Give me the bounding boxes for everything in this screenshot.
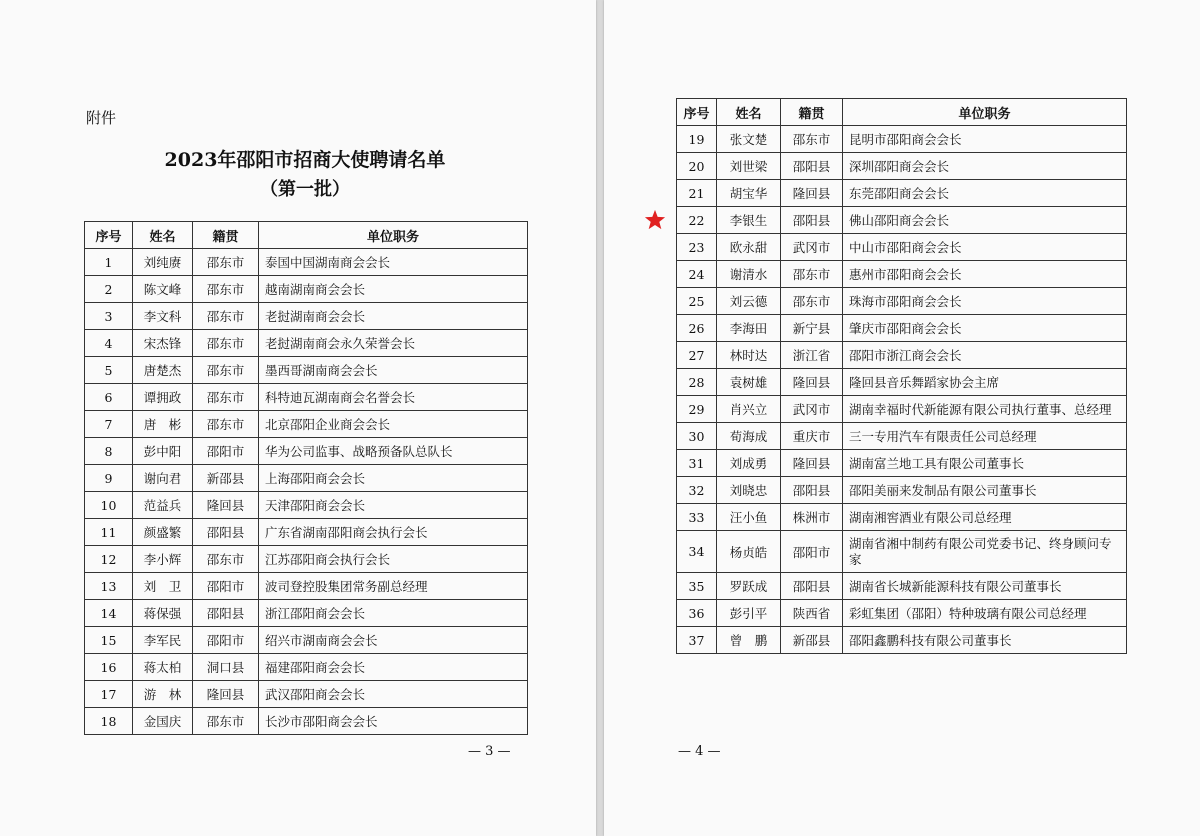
table-row: [85, 330, 528, 357]
person-name: 欧永甜: [717, 234, 781, 261]
position: 佛山邵阳商会会长: [843, 207, 1127, 234]
row-number: 15: [85, 627, 133, 654]
table-row: [85, 438, 528, 465]
table-header-row: [85, 222, 528, 249]
row-number: 36: [677, 600, 717, 627]
table-row: [677, 423, 1127, 450]
person-name: 彭中阳: [133, 438, 193, 465]
native-place: 邵东市: [193, 276, 259, 303]
page-number: — 3 —: [468, 744, 511, 759]
person-name: 李军民: [133, 627, 193, 654]
native-place: 陕西省: [781, 600, 843, 627]
native-place: 隆回县: [781, 369, 843, 396]
table-row: [677, 477, 1127, 504]
position: 湖南省湘中制药有限公司党委书记、终身顾问专家: [843, 531, 1127, 573]
table-row: [85, 303, 528, 330]
person-name: 陈文峰: [133, 276, 193, 303]
position: 湖南幸福时代新能源有限公司执行董事、总经理: [843, 396, 1127, 423]
document-subtitle: （第一批）: [260, 179, 350, 200]
native-place: 邵阳市: [193, 573, 259, 600]
position: 绍兴市湖南商会会长: [259, 627, 528, 654]
roster-table-right: [676, 98, 1127, 654]
row-number: 6: [85, 384, 133, 411]
person-name: 杨贞皓: [717, 531, 781, 573]
col-header-no: 序号: [85, 222, 133, 249]
person-name: 汪小鱼: [717, 504, 781, 531]
col-header-origin: 籍贯: [781, 99, 843, 126]
person-name: 唐楚杰: [133, 357, 193, 384]
row-number: 21: [677, 180, 717, 207]
position: 邵阳鑫鹏科技有限公司董事长: [843, 627, 1127, 654]
person-name: 罗跃成: [717, 573, 781, 600]
row-number: 19: [677, 126, 717, 153]
table-row: [677, 153, 1127, 180]
person-name: 胡宝华: [717, 180, 781, 207]
person-name: 曾 鹏: [717, 627, 781, 654]
col-header-position: 单位职务: [843, 99, 1127, 126]
native-place: 新邵县: [193, 465, 259, 492]
person-name: 李海田: [717, 315, 781, 342]
person-name: 林时达: [717, 342, 781, 369]
position: 湖南富兰地工具有限公司董事长: [843, 450, 1127, 477]
table-row: [677, 315, 1127, 342]
position: 湖南省长城新能源科技有限公司董事长: [843, 573, 1127, 600]
table-row: [677, 627, 1127, 654]
row-number: 27: [677, 342, 717, 369]
native-place: 隆回县: [193, 492, 259, 519]
position: 珠海市邵阳商会会长: [843, 288, 1127, 315]
col-header-no: 序号: [677, 99, 717, 126]
position: 隆回县音乐舞蹈家协会主席: [843, 369, 1127, 396]
native-place: 邵东市: [193, 708, 259, 735]
position: 越南湖南商会会长: [259, 276, 528, 303]
native-place: 浙江省: [781, 342, 843, 369]
native-place: 武冈市: [781, 234, 843, 261]
position: 中山市邵阳商会会长: [843, 234, 1127, 261]
position: 泰国中国湖南商会会长: [259, 249, 528, 276]
table-row: [677, 573, 1127, 600]
roster-body-right: [677, 126, 1127, 654]
row-number: 10: [85, 492, 133, 519]
person-name: 李银生: [717, 207, 781, 234]
row-number: 11: [85, 519, 133, 546]
row-number: 22: [677, 207, 717, 234]
row-number: 33: [677, 504, 717, 531]
row-number: 13: [85, 573, 133, 600]
native-place: 新宁县: [781, 315, 843, 342]
table-row: [85, 600, 528, 627]
left-page: [0, 0, 596, 836]
row-number: 5: [85, 357, 133, 384]
row-number: 28: [677, 369, 717, 396]
table-row: [85, 492, 528, 519]
table-row: [677, 261, 1127, 288]
roster-body-left: [85, 249, 528, 735]
row-number: 8: [85, 438, 133, 465]
position: 福建邵阳商会会长: [259, 654, 528, 681]
native-place: 邵阳县: [193, 519, 259, 546]
table-row: [85, 654, 528, 681]
native-place: 邵阳县: [781, 477, 843, 504]
row-number: 7: [85, 411, 133, 438]
table-row: [677, 234, 1127, 261]
person-name: 李小辉: [133, 546, 193, 573]
row-number: 34: [677, 531, 717, 573]
document-title: 2023年邵阳市招商大使聘请名单: [164, 149, 446, 171]
position: 老挝湖南商会会长: [259, 303, 528, 330]
person-name: 金国庆: [133, 708, 193, 735]
native-place: 邵东市: [193, 546, 259, 573]
page-number: — 4 —: [678, 744, 721, 759]
native-place: 邵东市: [193, 357, 259, 384]
native-place: 邵东市: [193, 249, 259, 276]
position: 昆明市邵阳商会会长: [843, 126, 1127, 153]
row-number: 20: [677, 153, 717, 180]
table-row: [85, 276, 528, 303]
person-name: 游 林: [133, 681, 193, 708]
row-number: 23: [677, 234, 717, 261]
native-place: 隆回县: [781, 180, 843, 207]
table-row: [677, 126, 1127, 153]
native-place: 邵东市: [781, 126, 843, 153]
person-name: 刘 卫: [133, 573, 193, 600]
table-row: [677, 342, 1127, 369]
native-place: 洞口县: [193, 654, 259, 681]
table-header-row: [677, 99, 1127, 126]
native-place: 邵阳县: [781, 573, 843, 600]
person-name: 刘纯赓: [133, 249, 193, 276]
row-number: 1: [85, 249, 133, 276]
person-name: 唐 彬: [133, 411, 193, 438]
row-number: 4: [85, 330, 133, 357]
table-row: [677, 207, 1127, 234]
position: 墨西哥湖南商会会长: [259, 357, 528, 384]
position: 武汉邵阳商会会长: [259, 681, 528, 708]
table-row: [677, 369, 1127, 396]
position: 广东省湖南邵阳商会执行会长: [259, 519, 528, 546]
table-row: [85, 708, 528, 735]
person-name: 张文楚: [717, 126, 781, 153]
row-number: 32: [677, 477, 717, 504]
position: 惠州市邵阳商会会长: [843, 261, 1127, 288]
row-number: 37: [677, 627, 717, 654]
person-name: 范益兵: [133, 492, 193, 519]
row-number: 31: [677, 450, 717, 477]
table-row: [677, 504, 1127, 531]
position: 老挝湖南商会永久荣誉会长: [259, 330, 528, 357]
table-row: [677, 180, 1127, 207]
position: 上海邵阳商会会长: [259, 465, 528, 492]
native-place: 邵阳县: [781, 207, 843, 234]
row-number: 26: [677, 315, 717, 342]
col-header-name: 姓名: [133, 222, 193, 249]
native-place: 邵东市: [193, 384, 259, 411]
position: 东莞邵阳商会会长: [843, 180, 1127, 207]
person-name: 肖兴立: [717, 396, 781, 423]
table-row: [85, 465, 528, 492]
attachment-label: 附件: [86, 109, 117, 127]
star-icon: [644, 209, 666, 231]
col-header-name: 姓名: [717, 99, 781, 126]
table-row: [677, 288, 1127, 315]
position: 科特迪瓦湖南商会名誉会长: [259, 384, 528, 411]
person-name: 荀海成: [717, 423, 781, 450]
native-place: 隆回县: [781, 450, 843, 477]
table-row: [677, 531, 1127, 573]
row-number: 16: [85, 654, 133, 681]
position: 长沙市邵阳商会会长: [259, 708, 528, 735]
native-place: 邵东市: [193, 411, 259, 438]
native-place: 株洲市: [781, 504, 843, 531]
position: 江苏邵阳商会执行会长: [259, 546, 528, 573]
row-number: 25: [677, 288, 717, 315]
position: 波司登控股集团常务副总经理: [259, 573, 528, 600]
table-row: [677, 600, 1127, 627]
position: 邵阳市浙江商会会长: [843, 342, 1127, 369]
table-row: [677, 396, 1127, 423]
row-number: 9: [85, 465, 133, 492]
native-place: 邵东市: [781, 288, 843, 315]
row-number: 12: [85, 546, 133, 573]
table-row: [85, 384, 528, 411]
position: 邵阳美丽来发制品有限公司董事长: [843, 477, 1127, 504]
table-row: [677, 450, 1127, 477]
row-number: 30: [677, 423, 717, 450]
position: 肇庆市邵阳商会会长: [843, 315, 1127, 342]
person-name: 刘成勇: [717, 450, 781, 477]
position: 华为公司监事、战略预备队总队长: [259, 438, 528, 465]
native-place: 邵阳市: [193, 438, 259, 465]
person-name: 袁树雄: [717, 369, 781, 396]
col-header-position: 单位职务: [259, 222, 528, 249]
table-row: [85, 681, 528, 708]
person-name: 谢清水: [717, 261, 781, 288]
row-number: 3: [85, 303, 133, 330]
person-name: 谢向君: [133, 465, 193, 492]
native-place: 邵阳县: [193, 600, 259, 627]
row-number: 2: [85, 276, 133, 303]
position: 深圳邵阳商会会长: [843, 153, 1127, 180]
row-number: 35: [677, 573, 717, 600]
row-number: 29: [677, 396, 717, 423]
native-place: 邵阳县: [781, 153, 843, 180]
person-name: 刘云德: [717, 288, 781, 315]
native-place: 隆回县: [193, 681, 259, 708]
person-name: 李文科: [133, 303, 193, 330]
table-row: [85, 519, 528, 546]
person-name: 颜盛繁: [133, 519, 193, 546]
row-number: 17: [85, 681, 133, 708]
position: 北京邵阳企业商会会长: [259, 411, 528, 438]
native-place: 武冈市: [781, 396, 843, 423]
table-row: [85, 249, 528, 276]
person-name: 宋杰锋: [133, 330, 193, 357]
position: 湖南湘窖酒业有限公司总经理: [843, 504, 1127, 531]
person-name: 刘晓忠: [717, 477, 781, 504]
native-place: 重庆市: [781, 423, 843, 450]
person-name: 谭拥政: [133, 384, 193, 411]
row-number: 24: [677, 261, 717, 288]
row-number: 14: [85, 600, 133, 627]
table-row: [85, 411, 528, 438]
table-row: [85, 357, 528, 384]
native-place: 邵阳市: [193, 627, 259, 654]
native-place: 邵东市: [193, 330, 259, 357]
person-name: 蒋保强: [133, 600, 193, 627]
person-name: 蒋太柏: [133, 654, 193, 681]
native-place: 邵阳市: [781, 531, 843, 573]
col-header-origin: 籍贯: [193, 222, 259, 249]
roster-table-left: [84, 221, 528, 735]
position: 浙江邵阳商会会长: [259, 600, 528, 627]
native-place: 新邵县: [781, 627, 843, 654]
position: 三一专用汽车有限责任公司总经理: [843, 423, 1127, 450]
row-number: 18: [85, 708, 133, 735]
position: 彩虹集团（邵阳）特种玻璃有限公司总经理: [843, 600, 1127, 627]
position: 天津邵阳商会会长: [259, 492, 528, 519]
native-place: 邵东市: [781, 261, 843, 288]
table-row: [85, 627, 528, 654]
person-name: 刘世梁: [717, 153, 781, 180]
table-row: [85, 546, 528, 573]
person-name: 彭引平: [717, 600, 781, 627]
native-place: 邵东市: [193, 303, 259, 330]
table-row: [85, 573, 528, 600]
